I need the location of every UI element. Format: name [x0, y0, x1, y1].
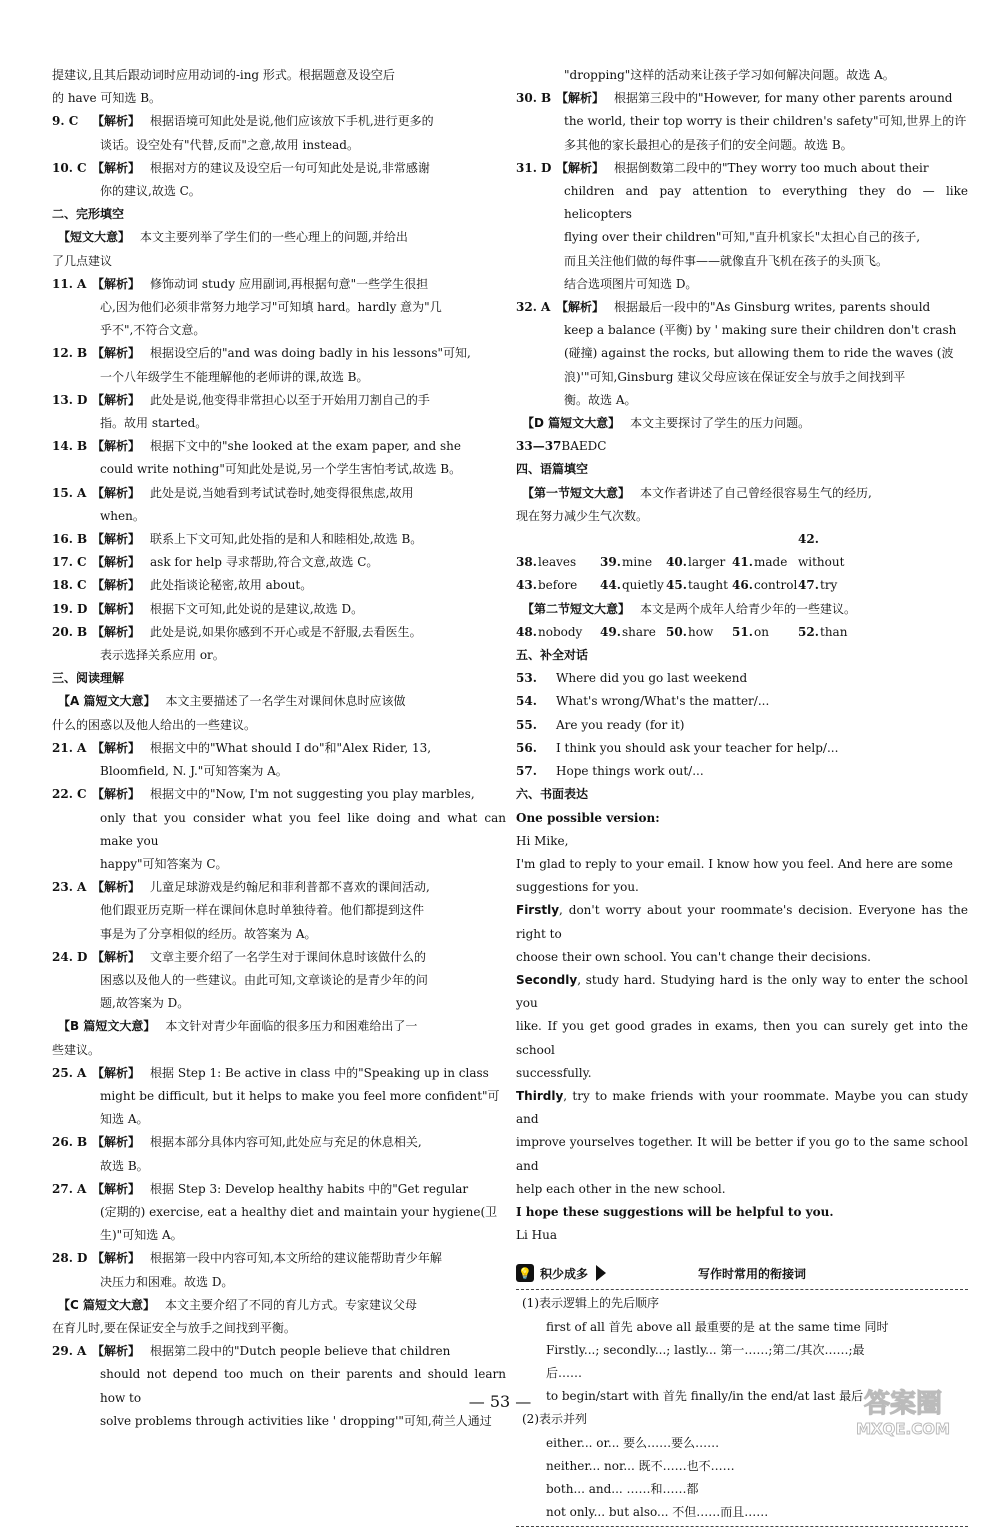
answer-number: 22. C — [52, 787, 87, 802]
answer-item — [52, 551, 506, 574]
answer-text: 根据语境可知此处是说,他们应该放下手机,进行更多的 — [150, 114, 434, 129]
analysis-label: 【解析】 — [92, 787, 141, 802]
answer-word: mine — [622, 555, 653, 570]
passage-summary — [52, 1015, 506, 1038]
continuation-line: 谈话。设空处有"代替,反而"之意,故用 instead。 — [100, 137, 359, 152]
answer-number: 12. B — [52, 346, 88, 361]
answer-text: I think you should ask your teacher for help/... — [556, 740, 839, 755]
continuation-line: solve problems through activities like ' dropping'"可知,荷兰人通过 — [100, 1413, 492, 1428]
answer-item — [516, 87, 968, 110]
word-answer — [666, 574, 732, 597]
continuation-line: (定期的) exercise, eat a healthy diet and maintain your hygiene(卫 — [100, 1204, 498, 1219]
continuation-line: 故选 B。 — [100, 1158, 149, 1173]
answer-number: 18. C — [52, 578, 87, 593]
tip-badge-label: 积少成多 — [540, 1266, 589, 1281]
answer-text: Where did you go last weekend — [556, 671, 748, 686]
continuation-line: 他们跟亚历克斯一样在课间休息时单独待着。他们都提到这件 — [100, 903, 425, 918]
text-line: like. If you get good grades in exams, then you can surely get into the school — [516, 1019, 968, 1057]
analysis-label: 【解析】 — [92, 346, 141, 361]
answer-text: Are you ready (for it) — [556, 717, 685, 732]
passage-summary — [516, 412, 968, 435]
answer-number: 53. — [516, 671, 537, 686]
passage-summary — [52, 1294, 506, 1317]
continuation-line: keep a balance (平衡) by ' making sure their children don't crash — [564, 323, 957, 338]
answer-text: 根据本部分具体内容可知,此处应与充足的休息相关, — [150, 1135, 422, 1150]
analysis-label: 【解析】 — [92, 532, 141, 547]
summary-label: 【第一节短文大意】 — [522, 485, 631, 500]
word-answer — [516, 574, 600, 597]
answer-word: without — [798, 555, 845, 570]
tip-line: both... and... ……和……都 — [546, 1481, 699, 1496]
essay-text: , try to make friends with your roommate. Maybe you can study and — [516, 1088, 968, 1127]
answer-item — [52, 876, 506, 899]
answer-number: 54. — [516, 694, 537, 709]
answer-number: 47. — [798, 578, 819, 593]
answer-word: nobody — [538, 624, 583, 639]
answer-item — [52, 157, 506, 180]
answer-text: 根据 Step 3: Develop healthy habits 中的"Get regular — [150, 1181, 469, 1196]
answer-item — [52, 1247, 506, 1270]
answer-number: 28. D — [52, 1251, 88, 1266]
word-answer — [600, 574, 666, 597]
continuation-line: children and pay attention to everything they do — like helicopters — [564, 184, 968, 222]
word-answer — [732, 574, 798, 597]
answer-word: quietly — [622, 578, 664, 593]
answer-number: 50. — [666, 624, 687, 639]
analysis-label: 【解析】 — [92, 114, 141, 129]
answer-number: 33—37 — [516, 439, 562, 454]
essay-text: , don't worry about your roommate's decision. Everyone has the right to — [516, 903, 968, 941]
analysis-label: 【解析】 — [92, 740, 141, 755]
word-answer — [600, 621, 666, 644]
text-line: 提建议,且其后跟动词时应用动词的-ing 形式。根据题意及设空后 — [52, 68, 395, 82]
text-line: improve yourselves together. It will be better if you go to the same school and — [516, 1135, 968, 1173]
summary-text: 本文主要探讨了学生的压力问题。 — [630, 416, 811, 431]
answer-number: 39. — [600, 555, 621, 570]
answer-number: 24. D — [52, 949, 88, 964]
answer-word: on — [754, 624, 769, 639]
summary-text: 本文主要列举了学生们的一些心理上的问题,并给出 — [140, 230, 408, 245]
analysis-label: 【解析】 — [92, 578, 141, 593]
answer-item — [52, 435, 506, 458]
answer-item — [52, 621, 506, 644]
answer-number: 9. C — [52, 114, 79, 129]
text-line: 的 have 可知选 B。 — [52, 91, 162, 106]
analysis-label: 【解析】 — [92, 624, 141, 639]
answer-item — [516, 157, 968, 180]
essay-line — [516, 969, 968, 1015]
answer-number: 11. A — [52, 276, 87, 291]
answer-word: control — [754, 578, 798, 593]
answer-number: 29. A — [52, 1344, 87, 1359]
summary-label: 【D 篇短文大意】 — [522, 416, 621, 431]
answer-item — [516, 714, 968, 737]
text-line: successfully. — [516, 1065, 592, 1080]
analysis-label: 【解析】 — [92, 1251, 141, 1266]
answer-text: BAEDC — [561, 439, 607, 454]
continuation-line: 心,因为他们必须非常努力地学习"可知填 hard。hardly 意为"几 — [100, 300, 442, 315]
answer-text: 根据第一段中内容可知,本文所给的建议能帮助青少年解 — [150, 1251, 442, 1266]
summary-text: 本文是两个成年人给青少年的一些建议。 — [640, 601, 857, 616]
answer-text: 根据对方的建议及设空后一句可知此处是说,非常感谢 — [150, 160, 430, 175]
answer-word: before — [538, 578, 578, 593]
summary-label: 【C 篇短文大意】 — [58, 1297, 155, 1312]
answer-number: 52. — [798, 624, 819, 639]
essay-text: , study hard. Studying hard is the only way to enter the school you — [516, 972, 968, 1011]
analysis-label: 【解析】 — [92, 160, 141, 175]
analysis-label: 【解析】 — [92, 485, 141, 500]
answer-number: 44. — [600, 578, 621, 593]
watermark-url: MXQE.COM — [856, 1420, 950, 1438]
tip-line: to begin/start with 首先 finally/in the end/at last 最后 — [546, 1389, 864, 1404]
continuation-line: should not depend too much on their parents and should learn how to — [100, 1367, 506, 1405]
answer-item — [52, 1131, 506, 1154]
word-answer-row — [516, 528, 968, 574]
analysis-label: 【解析】 — [92, 880, 141, 895]
text-line: 现在努力减少生气次数。 — [516, 508, 649, 523]
summary-label: 【第二节短文大意】 — [522, 601, 631, 616]
answer-item — [52, 110, 506, 133]
watermark-text: 答案圈 — [863, 1389, 943, 1419]
answer-number: 38. — [516, 555, 537, 570]
word-answer — [798, 528, 864, 574]
answer-number: 42. — [798, 532, 819, 547]
word-answer — [798, 621, 864, 644]
continuation-line: only that you consider what you feel like doing and what can make you — [100, 810, 506, 848]
continuation-line: 结合选项图片可知选 D。 — [564, 276, 698, 291]
word-answer — [798, 574, 864, 597]
analysis-label: 【解析】 — [556, 300, 605, 315]
essay-keyword: Firstly — [516, 903, 560, 918]
answer-text: 根据文中的"Now, I'm not suggesting you play marbles, — [150, 787, 475, 802]
continuation-line: the world, their top worry is their children's safety"可知,世界上的许 — [564, 114, 967, 129]
answer-item — [52, 946, 506, 969]
answer-text: 根据下文中的"she looked at the exam paper, and she — [150, 439, 462, 454]
left-column — [52, 64, 506, 1433]
answer-word: than — [820, 624, 848, 639]
summary-label: 【A 篇短文大意】 — [58, 694, 156, 709]
analysis-label: 【解析】 — [92, 276, 141, 291]
section-heading: 四、语篇填空 — [516, 462, 589, 477]
section-heading: 三、阅读理解 — [52, 671, 125, 686]
continuation-line: 指。故用 started。 — [100, 416, 208, 431]
answer-text: What's wrong/What's the matter/... — [556, 694, 770, 709]
text-line: 了几点建议 — [52, 253, 113, 268]
continuation-line: 浪)'"可知,Ginsburg 建议父母应该在保证安全与放手之间找到平 — [564, 369, 906, 384]
answer-text: 根据设空后的"and was doing badly in his lessons"可知, — [150, 346, 471, 361]
answer-number: 16. B — [52, 532, 88, 547]
answer-number: 31. D — [516, 160, 552, 175]
passage-summary — [516, 482, 968, 505]
text-line: choose their own school. You can't change their decisions. — [516, 949, 871, 964]
answer-text: 根据最后一段中的"As Ginsburg writes, parents should — [614, 300, 931, 315]
tip-header — [516, 1261, 968, 1285]
summary-label: 【短文大意】 — [58, 230, 131, 245]
analysis-label: 【解析】 — [92, 392, 141, 407]
answer-text: 根据第三段中的"However, for many other parents around — [614, 91, 953, 106]
summary-text: 本文作者讲述了自己曾经很容易生气的经历, — [640, 485, 872, 500]
essay-keyword: Secondly — [516, 972, 578, 987]
answer-number: 27. A — [52, 1181, 87, 1196]
answer-number: 45. — [666, 578, 687, 593]
answer-text: Hope things work out/... — [556, 764, 704, 779]
continuation-line: when。 — [100, 508, 145, 523]
summary-text: 本文主要描述了一名学生对课间休息时应该做 — [165, 694, 406, 709]
answer-number: 30. B — [516, 91, 552, 106]
answer-item — [516, 667, 968, 690]
word-answer — [516, 621, 600, 644]
continuation-line: happy"可知答案为 C。 — [100, 856, 228, 871]
passage-summary — [516, 598, 968, 621]
answer-text: 此处是说,当她看到考试试卷时,她变得很焦虑,故用 — [150, 485, 414, 500]
text-line: 在育儿时,要在保证安全与放手之间找到平衡。 — [52, 1320, 296, 1335]
tip-line: first of all 首先 above all 最重要的是 at the same time 同时 — [546, 1319, 889, 1334]
continuation-line: 衡。故选 A。 — [564, 392, 637, 407]
tip-subheading: (2)表示并列 — [522, 1412, 587, 1427]
answer-number: 56. — [516, 740, 537, 755]
text-line: help each other in the new school. — [516, 1181, 726, 1196]
answer-number: 14. B — [52, 439, 88, 454]
word-answer — [666, 621, 732, 644]
continuation-line: Bloomfield, N. J."可知答案为 A。 — [100, 764, 288, 779]
continuation-line: 一个八年级学生不能理解他的老师讲的课,故选 B。 — [100, 369, 369, 384]
bold-line: One possible version: — [516, 810, 660, 825]
answer-text: 联系上下文可知,此处指的是和人和睦相处,故选 B。 — [150, 532, 423, 547]
answer-number: 48. — [516, 624, 537, 639]
analysis-label: 【解析】 — [556, 91, 605, 106]
analysis-label: 【解析】 — [92, 1181, 141, 1196]
word-answer — [732, 621, 798, 644]
answer-number: 10. C — [52, 160, 87, 175]
passage-summary — [52, 226, 506, 249]
answer-word: made — [754, 555, 788, 570]
summary-text: 本文针对青少年面临的很多压力和困难给出了一 — [165, 1019, 418, 1034]
continuation-line: 决压力和困难。故选 D。 — [100, 1274, 234, 1289]
answer-number: 15. A — [52, 485, 87, 500]
essay-line — [516, 1085, 968, 1131]
analysis-label: 【解析】 — [92, 1344, 141, 1359]
answer-number: 23. A — [52, 880, 87, 895]
answer-number: 13. D — [52, 392, 88, 407]
answer-number: 20. B — [52, 624, 88, 639]
answer-item — [516, 296, 968, 319]
analysis-label: 【解析】 — [92, 1135, 141, 1150]
answer-item — [52, 1340, 506, 1363]
text-line: 什么的困惑以及他人给出的一些建议。 — [52, 717, 257, 732]
answer-item — [516, 690, 968, 713]
section-heading: 六、书面表达 — [516, 787, 589, 802]
continuation-line: flying over their children"可知,"直升机家长"太担心自己的孩子, — [564, 230, 921, 245]
tip-badge — [516, 1264, 606, 1282]
right-column — [516, 64, 968, 1527]
answer-item — [516, 760, 968, 783]
text-line: I'm glad to reply to your email. I know how you feel. And here are some — [516, 856, 953, 871]
section-heading: 二、完形填空 — [52, 207, 125, 222]
answer-text: 根据第二段中的"Dutch people believe that children — [150, 1344, 451, 1359]
summary-label: 【B 篇短文大意】 — [58, 1019, 156, 1034]
word-answer — [732, 551, 798, 574]
answer-text: 文章主要介绍了一名学生对于课间休息时该做什么的 — [150, 949, 427, 964]
word-answer — [666, 551, 732, 574]
lightbulb-icon: 💡 — [516, 1264, 534, 1282]
answer-item — [52, 1178, 506, 1201]
analysis-label: 【解析】 — [92, 439, 141, 454]
essay-line — [516, 899, 968, 945]
analysis-label: 【解析】 — [92, 949, 141, 964]
answer-number: 57. — [516, 764, 537, 779]
tip-subheading: (1)表示逻辑上的先后顺序 — [522, 1296, 659, 1311]
answer-word: taught — [688, 578, 728, 593]
answer-word: leaves — [538, 555, 577, 570]
text-line: Hi Mike, — [516, 833, 569, 848]
continuation-line: "dropping"这样的活动来让孩子学习如何解决问题。故选 A。 — [564, 68, 895, 82]
continuation-line: 表示选择关系应用 or。 — [100, 648, 225, 663]
answer-item — [52, 574, 506, 597]
continuation-line: 多其他的家长最担心的是孩子们的安全问题。故选 B。 — [564, 137, 853, 152]
answer-number: 46. — [732, 578, 753, 593]
continuation-line: 生)"可知选 A。 — [100, 1228, 183, 1243]
answer-number: 51. — [732, 624, 753, 639]
passage-summary — [52, 690, 506, 713]
watermark-logo — [828, 1380, 978, 1440]
answer-word: share — [622, 624, 656, 639]
answer-number: 17. C — [52, 555, 87, 570]
answer-word: try — [820, 578, 838, 593]
tip-line: either... or... 要么……要么…… — [546, 1435, 720, 1450]
tip-line: Firstly...; secondly...; lastly... 第一……;第二/其次……;最 — [546, 1342, 865, 1357]
answer-item — [52, 482, 506, 505]
answer-text: 根据文中的"What should I do"和"Alex Rider, 13, — [150, 740, 432, 755]
answer-text: 此处是说,如果你感到不开心或是不舒服,去看医生。 — [150, 624, 422, 639]
answer-word: larger — [688, 555, 726, 570]
word-answer-row — [516, 621, 968, 644]
answer-number: 41. — [732, 555, 753, 570]
answer-text: 儿童足球游戏是约翰尼和菲利普都不喜欢的课间活动, — [150, 880, 430, 895]
answer-number: 19. D — [52, 601, 88, 616]
answer-item — [52, 389, 506, 412]
answer-number: 49. — [600, 624, 621, 639]
word-answer — [600, 551, 666, 574]
answer-text: 根据下文可知,此处说的是建议,故选 D。 — [150, 601, 364, 616]
continuation-line: 知选 A。 — [100, 1112, 149, 1127]
analysis-label: 【解析】 — [92, 601, 141, 616]
page-number: — 53 — — [468, 1392, 532, 1411]
bold-line: I hope these suggestions will be helpful to you. — [516, 1204, 834, 1219]
word-answer-row — [516, 574, 968, 597]
answer-text: 修饰动词 study 应用副词,再根据句意"一些学生很担 — [150, 276, 429, 291]
continuation-line: (碰撞) against the rocks, but allowing them to ride the waves (波 — [564, 346, 954, 361]
tip-line: not only... but also... 不但……而且…… — [546, 1505, 769, 1520]
text-line: 些建议。 — [52, 1042, 101, 1057]
continuation-line: 事是为了分享相似的经历。故答案为 A。 — [100, 926, 317, 941]
word-answer — [516, 551, 600, 574]
answer-number: 32. A — [516, 300, 551, 315]
answer-number: 43. — [516, 578, 537, 593]
answer-item — [516, 435, 968, 458]
continuation-line: might be difficult, but it helps to make you feel more confident"可 — [100, 1088, 500, 1103]
answer-item — [516, 737, 968, 760]
answer-text: 此处指谈论秘密,故用 about。 — [150, 578, 313, 593]
continuation-line: 困惑以及他人的一些建议。由此可知,文章谈论的是青少年的问 — [100, 972, 428, 987]
answer-item — [52, 273, 506, 296]
continuation-line: 你的建议,故选 C。 — [100, 184, 201, 199]
tip-line: neither... nor... 既不……也不…… — [546, 1458, 735, 1473]
analysis-label: 【解析】 — [92, 555, 141, 570]
answer-item — [52, 598, 506, 621]
continuation-line: could write nothing"可知此处是说,另一个学生害怕考试,故选 B。 — [100, 462, 462, 477]
summary-text: 本文主要介绍了不同的育儿方式。专家建议父母 — [165, 1297, 418, 1312]
answer-item — [52, 737, 506, 760]
analysis-label: 【解析】 — [92, 1065, 141, 1080]
answer-text: 此处是说,他变得非常担心以至于开始用刀割自己的手 — [150, 392, 430, 407]
chevron-right-icon — [596, 1265, 606, 1281]
answer-word: how — [688, 624, 714, 639]
answer-item — [52, 528, 506, 551]
continuation-line: 而且关注他们做的每件事——就像直升飞机在孩子的头顶飞。 — [564, 253, 889, 268]
answer-number: 21. A — [52, 740, 87, 755]
tip-title: 写作时常用的衔接词 — [698, 1266, 807, 1281]
answer-text: 根据 Step 1: Be active in class 中的"Speaking up in class — [150, 1065, 489, 1080]
continuation-line: 题,故答案为 D。 — [100, 996, 190, 1011]
continuation-line: 乎不",不符合文意。 — [100, 323, 206, 338]
section-heading: 五、补全对话 — [516, 648, 589, 663]
answer-item — [52, 783, 506, 806]
essay-keyword: Thirdly — [516, 1088, 564, 1103]
text-line: Li Hua — [516, 1228, 557, 1243]
answer-number: 25. A — [52, 1065, 87, 1080]
answer-text: 根据倒数第二段中的"They worry too much about their — [614, 160, 929, 175]
text-line: suggestions for you. — [516, 880, 639, 895]
answer-item — [52, 342, 506, 365]
answer-number: 26. B — [52, 1135, 88, 1150]
analysis-label: 【解析】 — [556, 160, 605, 175]
answer-text: ask for help 寻求帮助,符合文意,故选 C。 — [150, 555, 379, 570]
tip-line: 后…… — [546, 1365, 583, 1380]
answer-number: 55. — [516, 717, 537, 732]
answer-number: 40. — [666, 555, 687, 570]
answer-item — [52, 1062, 506, 1085]
